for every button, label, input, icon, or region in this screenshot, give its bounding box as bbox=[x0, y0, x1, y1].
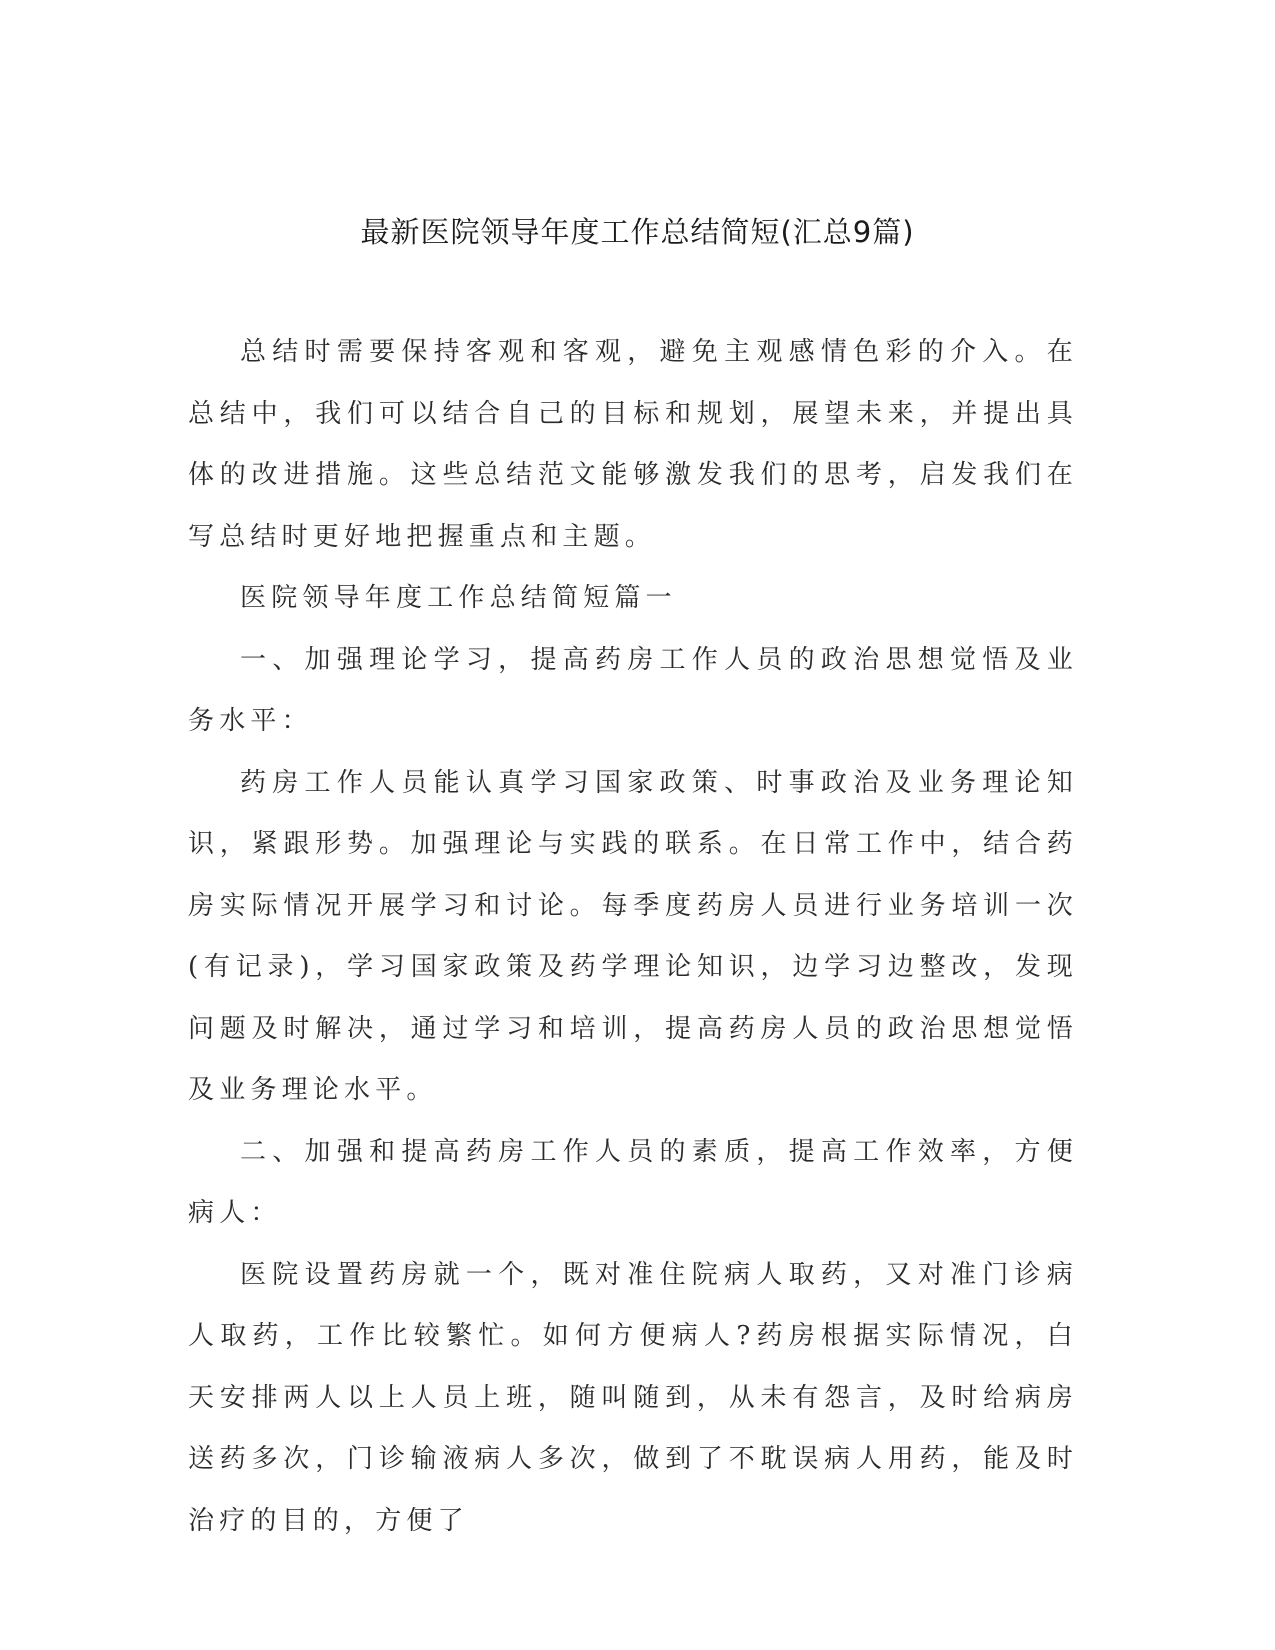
section-heading-part-one: 医院领导年度工作总结简短篇一 bbox=[240, 583, 677, 613]
section-heading-staff-quality: 二、加强和提高药房工作人员的素质，提高工作效率，方便病人： bbox=[188, 1136, 1078, 1228]
document-body bbox=[188, 322, 1078, 1552]
document-title: 最新医院领导年度工作总结简短(汇总9篇) bbox=[360, 215, 915, 249]
theory-study-paragraph: 药房工作人员能认真学习国家政策、时事政治及业务理论知识，紧跟形势。加强理论与实践的联系。在日常工作中，结合药房实际情况开展学习和讨论。每季度药房人员进行业务培训一次(有记录)，学习国家政策及药学理论知识，边学习边整改，发现问题及时解决，通过学习和培训，提高药房人员的政治思想觉悟及业务理论水平。 bbox=[188, 767, 1078, 1105]
staff-quality-paragraph: 医院设置药房就一个，既对准住院病人取药，又对准门诊病人取药，工作比较繁忙。如何方便病人?药房根据实际情况，白天安排两人以上人员上班，随叫随到，从未有怨言，及时给病房送药多次，门诊输液病人多次，做到了不耽误病人用药，能及时治疗的目的，方便了 bbox=[188, 1259, 1078, 1536]
section-heading-theory-study: 一、加强理论学习，提高药房工作人员的政治思想觉悟及业务水平： bbox=[188, 644, 1078, 736]
intro-paragraph: 总结时需要保持客观和客观，避免主观感情色彩的介入。在总结中，我们可以结合自己的目标和规划，展望未来，并提出具体的改进措施。这些总结范文能够激发我们的思考，启发我们在写总结时更好地把握重点和主题。 bbox=[188, 337, 1078, 552]
